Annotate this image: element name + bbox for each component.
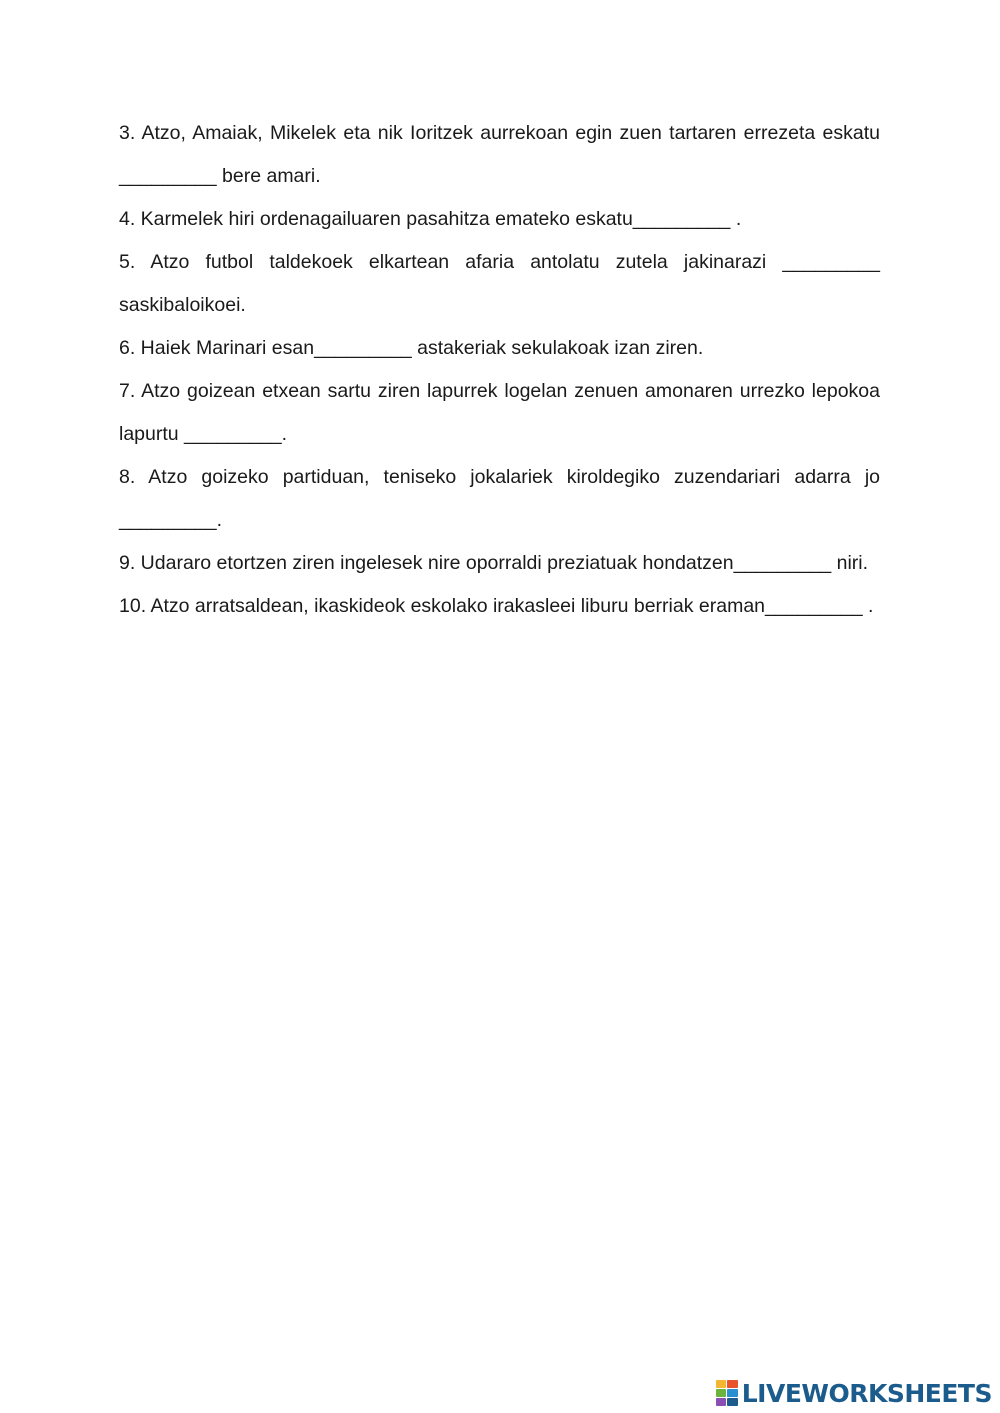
logo-tile-6 xyxy=(727,1398,738,1406)
worksheet-exercises xyxy=(119,112,880,628)
exercise-7: 7. Atzo goizean etxean sartu ziren lapurrek logelan zenuen amonaren urrezko lepokoa lapurtu _________. xyxy=(119,380,880,445)
exercise-10: 10. Atzo arratsaldean, ikaskideok eskolako irakasleei liburu berriak eraman_________ . xyxy=(119,595,874,617)
logo-tile-2 xyxy=(727,1380,738,1388)
exercise-9: 9. Udararo etortzen ziren ingelesek nire oporraldi preziatuak hondatzen_________ niri. xyxy=(119,552,869,574)
logo-tile-5 xyxy=(716,1398,727,1406)
logo-tile-4 xyxy=(727,1389,738,1397)
logo-mark-icon xyxy=(716,1380,738,1406)
exercise-4: 4. Karmelek hiri ordenagailuaren pasahitza emateko eskatu_________ . xyxy=(119,208,742,230)
liveworksheets-logo xyxy=(716,1377,992,1409)
exercise-5: 5. Atzo futbol taldekoek elkartean afaria antolatu zutela jakinarazi _________ saskibaloikoei. xyxy=(119,251,880,316)
exercise-8: 8. Atzo goizeko partiduan, teniseko jokalariek kiroldegiko zuzendariari adarra jo _________. xyxy=(119,466,880,531)
exercise-3: 3. Atzo, Amaiak, Mikelek eta nik Ioritzek aurrekoan egin zuen tartaren errezeta eskatu _________ bere amari. xyxy=(119,122,880,187)
logo-text: LIVEWORKSHEETS xyxy=(741,1378,992,1408)
logo-tile-1 xyxy=(716,1380,727,1388)
logo-tile-3 xyxy=(716,1389,727,1397)
exercise-6: 6. Haiek Marinari esan_________ astakeriak sekulakoak izan ziren. xyxy=(119,337,704,359)
